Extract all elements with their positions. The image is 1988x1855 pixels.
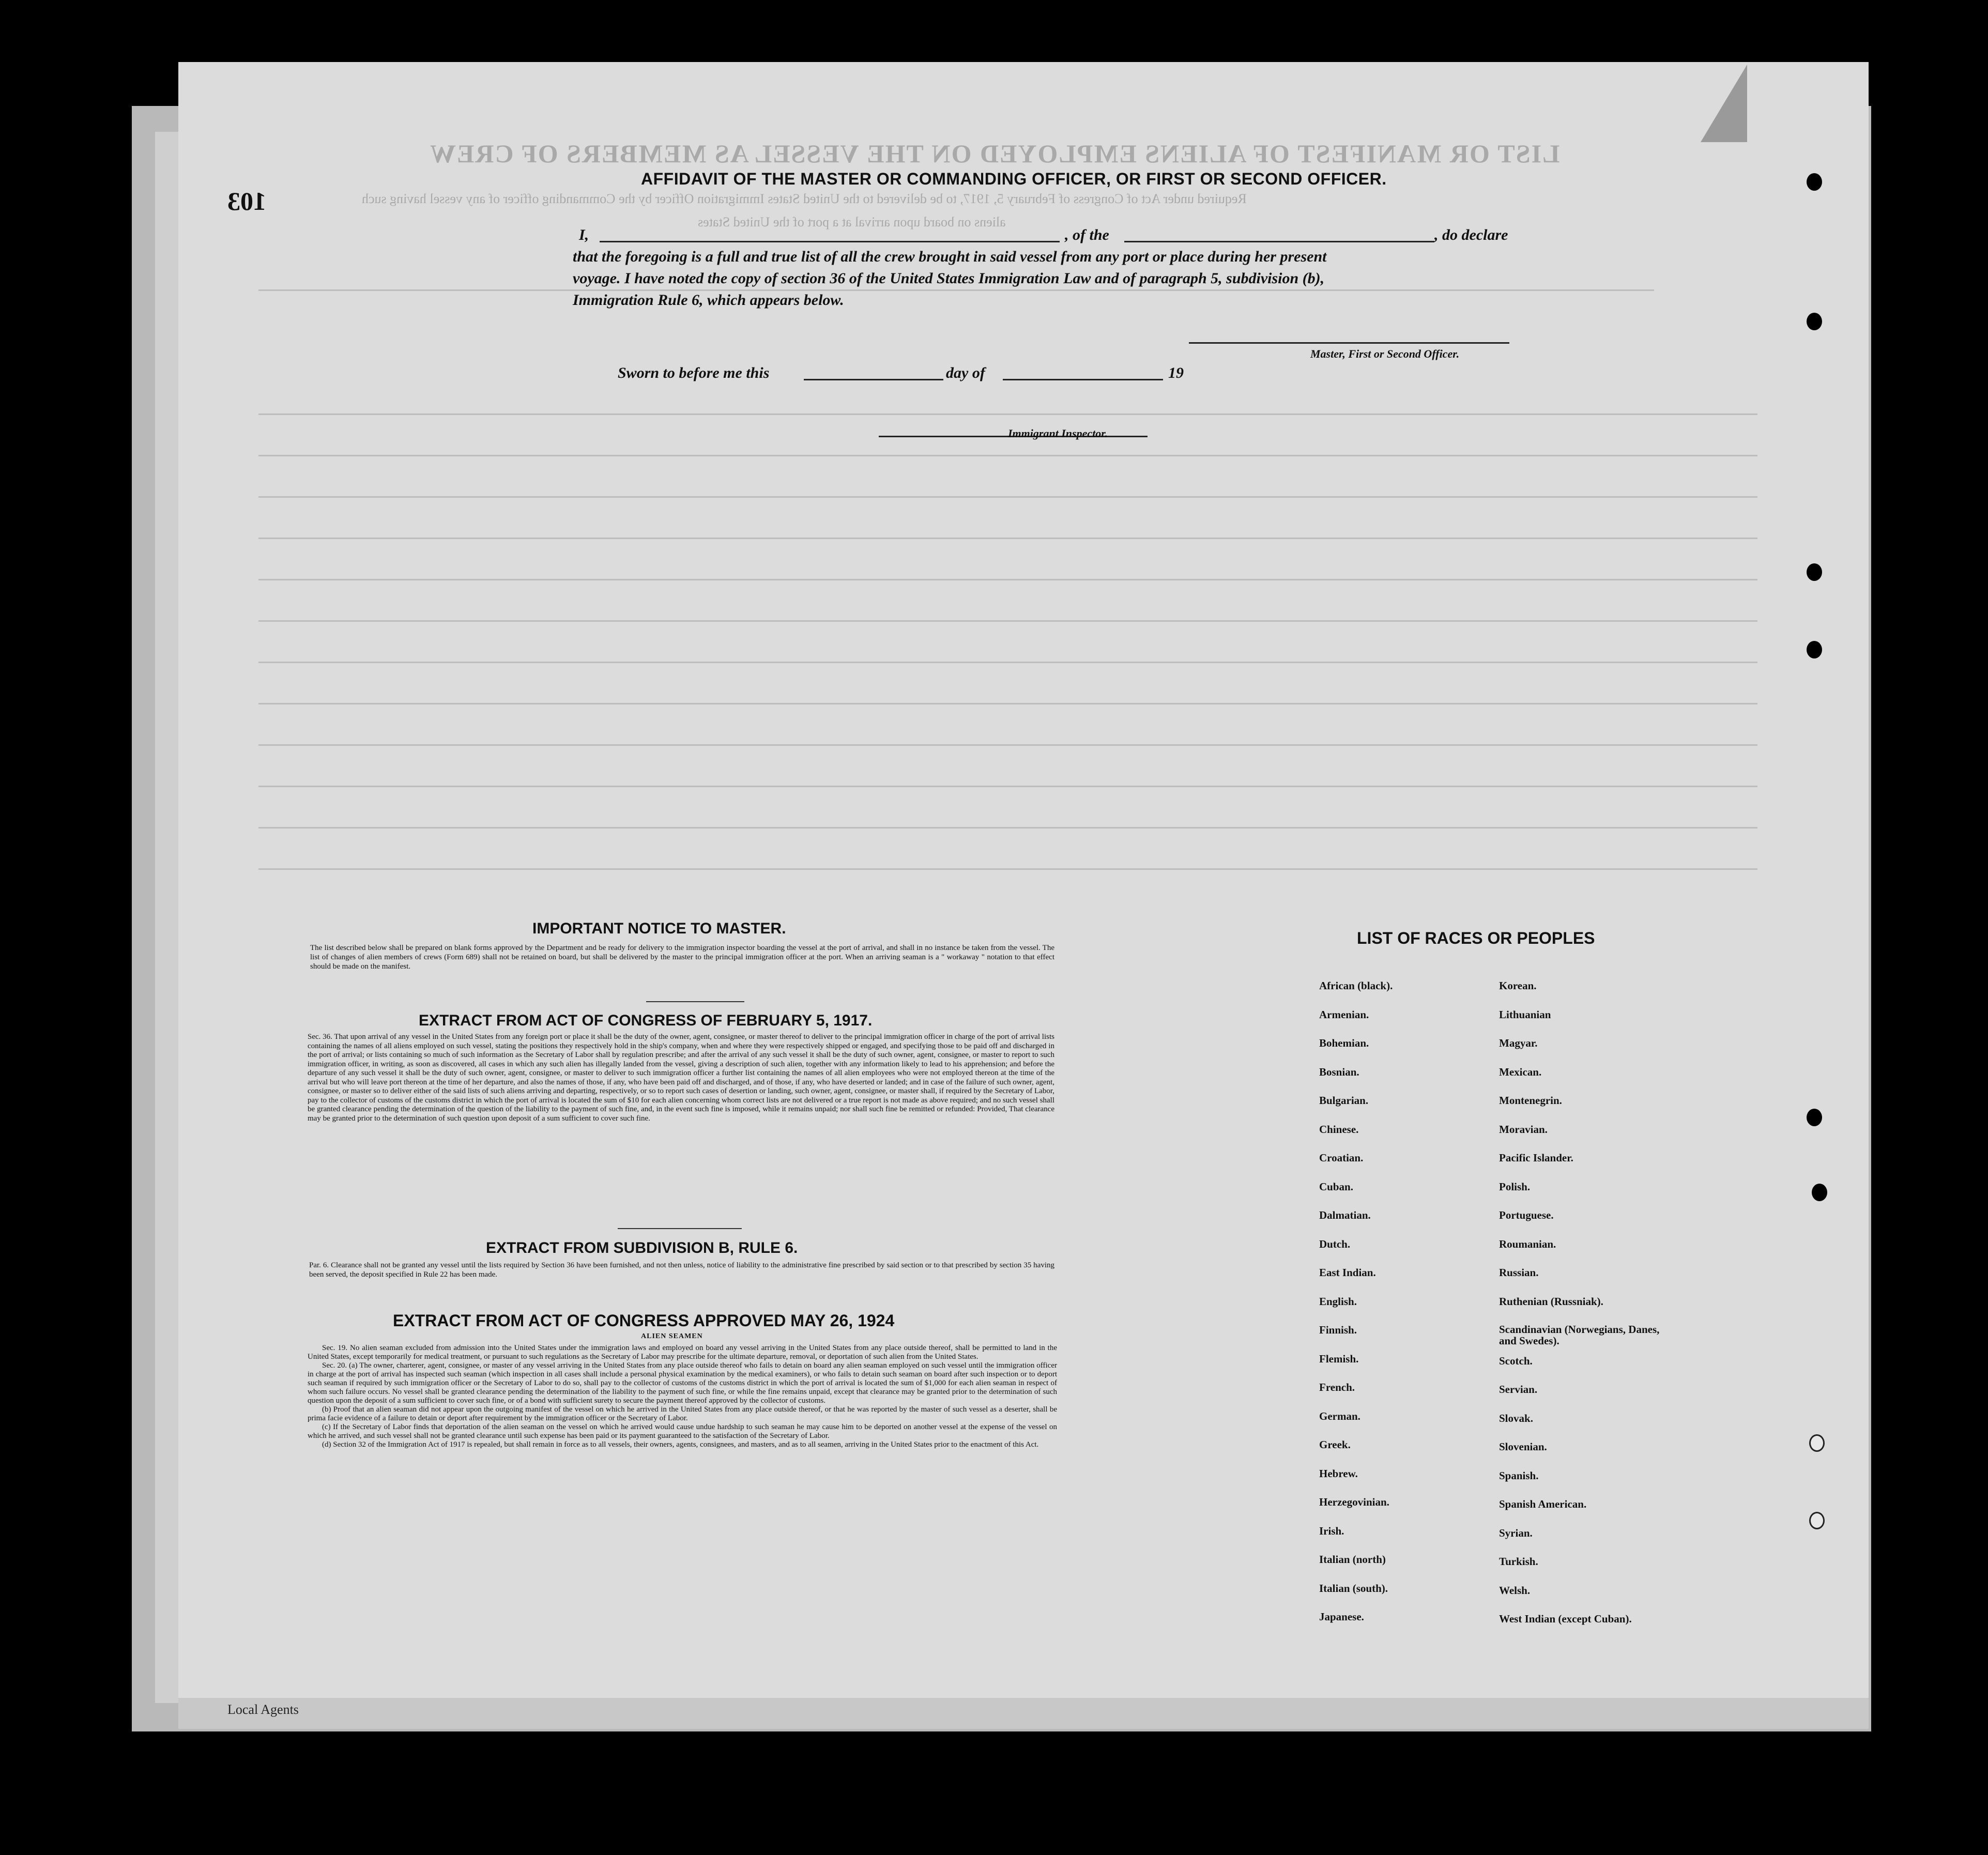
race-item: Slovenian. — [1499, 1440, 1547, 1453]
extract-1917-body — [308, 1033, 1054, 1123]
race-item: Dutch. — [1319, 1237, 1351, 1250]
divider — [618, 1228, 742, 1229]
master-signature-label: Master, First or Second Officer. — [1310, 347, 1460, 360]
extract-1924-body — [308, 1344, 1057, 1449]
race-item: Lithuanian — [1499, 1008, 1551, 1021]
race-item: Dalmatian. — [1319, 1209, 1371, 1221]
race-item: Greek. — [1319, 1438, 1351, 1451]
race-item: Cuban. — [1319, 1180, 1353, 1193]
binder-hole — [78, 662, 93, 679]
ghost-rule — [258, 413, 1757, 415]
race-item: Roumanian. — [1499, 1237, 1556, 1250]
race-item: Armenian. — [1319, 1008, 1369, 1021]
notice-text: The list described below shall be prepared on blank forms approved by the Department and be ready for delivery to the immigration inspector boarding the vessel at the port of arrival, and shall in no instance be taken from the vessel. The list of changes of alien members of crews (Form 689) shall not be retained on board, but shall be delivered by the master to the principal immigration officer at the port. When an arriving seaman is a " workaway " notation to that effect should be made on the manifest. — [310, 944, 1054, 971]
ghost-rule — [258, 868, 1757, 870]
race-item: Welsh. — [1499, 1584, 1531, 1597]
race-item: Russian. — [1499, 1266, 1539, 1279]
day-of-text: day of — [946, 364, 985, 381]
race-item: Pacific Islander. — [1499, 1152, 1573, 1164]
section-20b-text: (b) Proof that an alien seaman did not appear upon the outgoing manifest of the vessel on which he arrived in the United States from any place outside thereof, or that he was reported by the master of such vessel as a deserter, shall be prima facie evidence of a failure to detain or deport after requirement by the immigration officer or the Secretary of Labor. — [308, 1405, 1057, 1422]
binder-hole — [78, 837, 93, 855]
binder-hole — [1807, 563, 1822, 581]
race-item: Spanish American. — [1499, 1498, 1587, 1510]
ghost-rule — [258, 786, 1757, 787]
extract-1917-title: EXTRACT FROM ACT OF CONGRESS OF FEBRUARY 5, 1917. — [419, 1012, 873, 1029]
rule6-title: EXTRACT FROM SUBDIVISION B, RULE 6. — [486, 1239, 798, 1256]
footer-strip — [178, 1698, 1869, 1729]
race-item: Montenegrin. — [1499, 1094, 1562, 1107]
binder-hole — [1807, 313, 1822, 330]
race-item: Moravian. — [1499, 1123, 1548, 1136]
race-item: Syrian. — [1499, 1526, 1533, 1539]
ghost-rule — [258, 662, 1757, 663]
section-20d-text: (d) Section 32 of the Immigration Act of 1917 is repealed, but shall remain in force as to all vessels, their owners, agents, consignees, and masters, and as to all seamen, arriving in the United States prior to the enactment of this Act. — [322, 1440, 1039, 1449]
alien-seamen-subtitle: ALIEN SEAMEN — [641, 1332, 703, 1340]
sworn-month-blank — [1003, 379, 1163, 380]
race-item: African (black). — [1319, 979, 1393, 992]
race-item: Bulgarian. — [1319, 1094, 1369, 1107]
binder-hole — [1807, 1109, 1822, 1126]
ghost-rule — [258, 620, 1757, 622]
rule6-body — [309, 1261, 1054, 1279]
race-item: Flemish. — [1319, 1352, 1359, 1365]
race-item: Croatian. — [1319, 1152, 1364, 1164]
ghost-rule — [258, 496, 1757, 498]
binder-hole — [72, 243, 88, 260]
sworn-day-blank — [804, 379, 943, 380]
sworn-text: Sworn to before me this — [618, 364, 770, 381]
ghost-rule — [258, 744, 1757, 746]
ghost-rule — [258, 827, 1757, 829]
year-prefix: 19 — [1168, 364, 1184, 381]
affidavit-of-the: , of the — [1065, 226, 1109, 243]
ghost-title: LIST OR MANIFEST OF ALIENS EMPLOYED ON THE VESSEL AS MEMBERS OF CREW — [429, 139, 1560, 168]
race-item: Ruthenian (Russniak). — [1499, 1295, 1603, 1308]
race-item: Bohemian. — [1319, 1037, 1369, 1049]
affidavit-line: Immigration Rule 6, which appears below. — [573, 292, 844, 309]
ghost-rule — [258, 455, 1757, 456]
race-item: East Indian. — [1319, 1266, 1376, 1279]
ghost-line: Required under Act of Congress of February 5, 1917, to be delivered to the United States Immigration Officer by the Commanding officer of any vessel having such — [362, 191, 1247, 206]
binder-hole — [1812, 1184, 1827, 1201]
race-item: Slovak. — [1499, 1412, 1533, 1424]
affidavit-line: voyage. I have noted the copy of section 36 of the United States Immigration Law and of paragraph 5, subdivision (b), — [573, 270, 1325, 287]
name-blank — [600, 241, 1060, 242]
race-item: Scotch. — [1499, 1354, 1533, 1367]
race-item: Polish. — [1499, 1180, 1531, 1193]
page-number: 103 — [227, 187, 266, 216]
binder-hole — [1807, 173, 1822, 191]
section-19-text: Sec. 19. No alien seaman excluded from admission into the United States under the immigration laws and employed on board any vessel arriving in the United States from any place outside thereof, shall be permitted to land in the United States, except temporarily for medical treatment, or pursuant to such regulations as the Secretary of Labor may prescribe for the ultimate departure, removal, or deportation of such alien from the United States. — [308, 1344, 1057, 1361]
race-item: Mexican. — [1499, 1065, 1542, 1078]
race-item: Herzegovinian. — [1319, 1496, 1389, 1508]
folded-corner — [1701, 65, 1747, 142]
race-item: Portuguese. — [1499, 1209, 1554, 1221]
notice-body — [310, 943, 1054, 971]
race-item: English. — [1319, 1295, 1357, 1308]
binder-hole — [78, 1240, 93, 1258]
race-item: Bosnian. — [1319, 1065, 1359, 1078]
binder-hole — [78, 569, 93, 586]
race-item: Scandinavian (Norwegians, Danes, and Swedes). — [1499, 1323, 1660, 1347]
race-item: Servian. — [1499, 1383, 1538, 1396]
binder-hole — [1809, 1434, 1825, 1452]
race-item: Finnish. — [1319, 1324, 1357, 1336]
race-item: French. — [1319, 1381, 1355, 1393]
race-item: Magyar. — [1499, 1037, 1538, 1049]
race-item: German. — [1319, 1409, 1360, 1422]
affidavit-title: AFFIDAVIT OF THE MASTER OR COMMANDING OFFICER, OR FIRST OR SECOND OFFICER. — [641, 170, 1387, 188]
binder-hole — [1807, 641, 1822, 658]
race-item: Italian (north) — [1319, 1553, 1386, 1566]
ghost-rule — [258, 579, 1757, 580]
divider — [646, 1001, 744, 1002]
section-20c-text: (c) If the Secretary of Labor finds that deportation of the alien seaman on the vessel on which he arrived would cause undue hardship to such seaman he may cause him to be deported on another vessel at the expense of the vessel on which he arrived, and such vessel shall not be granted clearance until such expense has been paid or its payment guaranteed to the satisfaction of the Secretary of Labor. — [308, 1423, 1057, 1440]
races-title: LIST OF RACES OR PEOPLES — [1357, 929, 1595, 947]
binder-hole — [78, 1551, 93, 1568]
race-item: Spanish. — [1499, 1469, 1539, 1482]
race-item: Turkish. — [1499, 1555, 1538, 1568]
affidavit-do-declare: , do declare — [1434, 226, 1508, 243]
affidavit-i: I, — [579, 226, 589, 243]
affidavit-line: that the foregoing is a full and true list of all the crew brought in said vessel from any port or place during her present — [573, 248, 1327, 265]
local-agents-label: Local Agents — [227, 1702, 299, 1717]
extract-1924-title: EXTRACT FROM ACT OF CONGRESS APPROVED MAY 26, 1924 — [393, 1311, 895, 1330]
extract-1917-text: Sec. 36. That upon arrival of any vessel in the United States from any foreign port or place it shall be the duty of the owner, agent, consignee, or master thereof to deliver to the principal immigration officer in charge of the port of arrival lists containing the names of all aliens employed on such vessel, stating the positions they respectively hold in the ship's company, when and where they were respectively shipped or engaged, and specifying those to be paid off and discharged in the port of arrival; or lists containing so much of such information as the Secretary of Labor shall by regulation prescribe; and after the arrival of any such vessel it shall be the duty of such owner, agent, consignee, or master to report to such immigration officer, in writing, as soon as discovered, all cases in which any such alien has illegally landed from the vessel, giving a description of such alien, together with any information likely to lead to his apprehension; and before the departure of any such vessel it shall be the duty of such owner, agent, consignee, or master to deliver to such immigration officer a further list containing the names of all alien employees who were not employed thereon at the time of the arrival but who will leave port thereon at the time of her departure, and also the names of those, if any, who have been paid off and discharged, and of those, if any, who have deserted or landed; and in case of the failure of such owner, agent, consignee, or master so to deliver either of the said lists of such aliens arriving and departing, respectively, or so to report such cases of desertion or landing, such owner, agent, consignee, or master shall, if required by the Secretary of Labor, pay to the collector of customs of the customs district in which the port of arrival is located the sum of $10 for each alien concerning whom correct lists are not delivered or a true report is not made as above required; and no such vessel shall be granted clearance pending the determination of the question of the liability to the payment of such fine, and, in the event such fine is imposed, while it remains unpaid; nor shall such fine be remitted or refunded: Provided, That clearance may be granted prior to the determination of such question upon deposit of a sum sufficient to cover such fine. — [308, 1033, 1054, 1123]
ghost-rule — [258, 538, 1757, 539]
binder-hole — [1809, 1512, 1825, 1529]
race-item: Korean. — [1499, 979, 1537, 992]
ghost-line: aliens on board upon arrival at a port of the United States — [698, 214, 1006, 229]
inspector-label: Immigrant Inspector. — [1008, 427, 1108, 440]
race-item: Italian (south). — [1319, 1582, 1388, 1595]
master-signature-line — [1189, 342, 1509, 344]
ghost-rule — [258, 703, 1757, 704]
race-item: Irish. — [1319, 1524, 1344, 1537]
race-item: Japanese. — [1319, 1611, 1364, 1623]
binder-hole — [78, 1385, 93, 1403]
notice-title: IMPORTANT NOTICE TO MASTER. — [532, 920, 786, 937]
race-item: Hebrew. — [1319, 1467, 1358, 1480]
section-20a-text: Sec. 20. (a) The owner, charterer, agent, consignee, or master of any vessel arriving in the United States from any place outside thereof who fails to detain on board any alien seaman employed on such vessel until the immigration officer in charge at the port of arrival has inspected such seaman (which inspection in all cases shall include a personal physical examination by the medical examiners), or who fails to detain such seaman on board after such inspection or to deport such seaman if required by such immigration officer or the Secretary of Labor to do so, shall pay to the collector of customs of the customs district in which the port of arrival is located the sum of $1,000 for each alien seaman in respect of whom such failure occurs. No vessel shall be granted clearance pending the determination of the liability to the payment of such fine, or while the fine remains unpaid, except that clearance may be granted prior to the determination of such question upon the deposit of a sum sufficient to cover such fine, or of a bond with sufficient surety to secure the payment thereof approved by the collector of customs. — [308, 1361, 1057, 1405]
race-item: West Indian (except Cuban). — [1499, 1613, 1632, 1625]
rule6-text: Par. 6. Clearance shall not be granted any vessel until the lists required by Section 36 have been furnished, and not then unless, notice of liability to the administrative fine prescribed by said section or to that prescribed by section 35 having been served, the deposit specified in Rule 22 has been made. — [309, 1261, 1054, 1279]
document-page — [178, 62, 1869, 1698]
vessel-blank — [1124, 241, 1434, 242]
race-item: Chinese. — [1319, 1123, 1359, 1136]
ghost-rule — [258, 289, 1654, 291]
